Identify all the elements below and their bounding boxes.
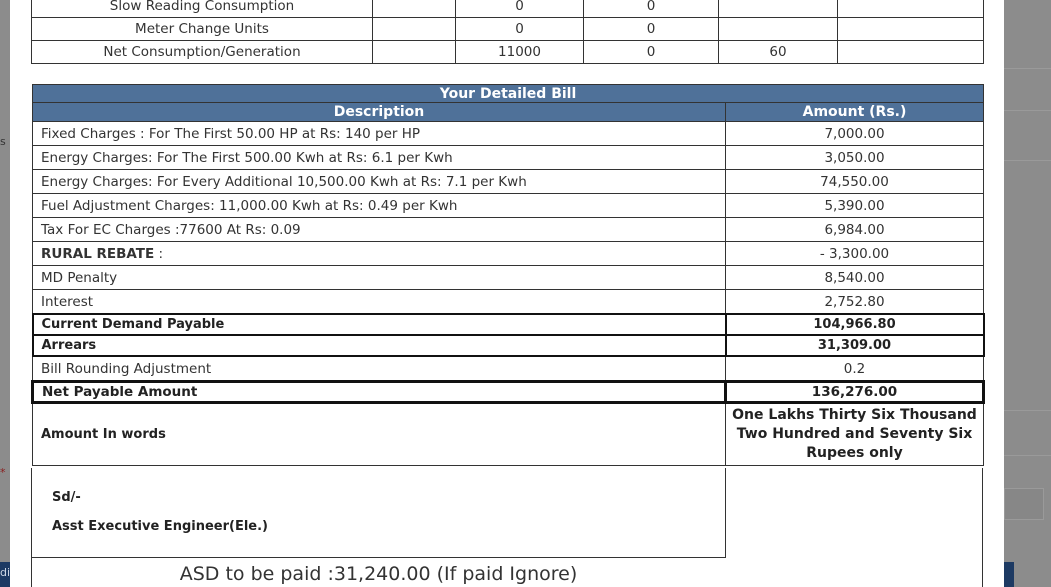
row-label: Meter Change Units [32, 18, 373, 41]
charge-description [33, 242, 726, 266]
cell [838, 18, 984, 41]
arrears-row [33, 335, 984, 356]
cell: 0 [584, 0, 719, 18]
arrears-label: Arrears [33, 335, 726, 356]
charge-amount: - 3,300.00 [726, 242, 984, 266]
charge-description: Fixed Charges : For The First 50.00 HP at Rs: 140 per HP [33, 122, 726, 146]
cell: 0 [456, 18, 584, 41]
table-row [33, 290, 984, 315]
table-row [33, 146, 984, 170]
charge-amount: 5,390.00 [726, 194, 984, 218]
bill-title: Your Detailed Bill [33, 85, 984, 103]
row-label: Slow Reading Consumption [32, 0, 373, 18]
background-divider [1004, 455, 1051, 456]
current-demand-label: Current Demand Payable [33, 314, 726, 335]
background-text-fragment: s [0, 135, 6, 148]
charge-description: Energy Charges: For Every Additional 10,500.00 Kwh at Rs: 7.1 per Kwh [33, 170, 726, 194]
charge-amount: 74,550.00 [726, 170, 984, 194]
background-input [1004, 488, 1044, 520]
background-divider [1004, 160, 1051, 161]
cell: 0 [584, 41, 719, 64]
consumption-table [31, 0, 984, 64]
background-button-text-fragment: di [0, 566, 11, 579]
arrears-amount: 31,309.00 [726, 335, 984, 356]
cell [838, 0, 984, 18]
bill-title-row [33, 85, 984, 103]
table-row [33, 170, 984, 194]
cell [373, 41, 456, 64]
required-marker: * [0, 466, 6, 479]
rounding-row [33, 356, 984, 382]
cell: 11000 [456, 41, 584, 64]
column-header-amount: Amount (Rs.) [726, 103, 984, 122]
column-header-description: Description [33, 103, 726, 122]
row-label: Net Consumption/Generation [32, 41, 373, 64]
charge-amount: 3,050.00 [726, 146, 984, 170]
charge-amount: 2,752.80 [726, 290, 984, 315]
cell: 0 [584, 18, 719, 41]
table-row [33, 266, 984, 290]
cell [373, 18, 456, 41]
net-payable-row [33, 382, 984, 403]
cell [719, 18, 838, 41]
rural-rebate-suffix: : [154, 245, 164, 262]
charge-amount: 7,000.00 [726, 122, 984, 146]
rural-rebate-label: RURAL REBATE [41, 245, 155, 262]
signature-side-cell [724, 468, 983, 587]
table-row [33, 242, 984, 266]
rounding-amount: 0.2 [726, 356, 984, 382]
cell: 60 [719, 41, 838, 64]
background-divider [1004, 410, 1051, 411]
charge-description: Energy Charges: For The First 500.00 Kwh at Rs: 6.1 per Kwh [33, 146, 726, 170]
rounding-label: Bill Rounding Adjustment [33, 356, 726, 382]
charge-description: MD Penalty [33, 266, 726, 290]
table-row [32, 18, 984, 41]
current-demand-amount: 104,966.80 [726, 314, 984, 335]
table-row [32, 41, 984, 64]
table-row [32, 0, 984, 18]
table-row [33, 194, 984, 218]
detailed-bill-table [31, 84, 985, 466]
net-payable-label: Net Payable Amount [33, 382, 726, 403]
asd-row [31, 557, 725, 587]
net-payable-amount: 136,276.00 [726, 382, 984, 403]
signed-mark: Sd/- [52, 490, 81, 505]
cell [373, 0, 456, 18]
charge-description: Interest [33, 290, 726, 315]
background-divider [1004, 110, 1051, 111]
cell [719, 0, 838, 18]
table-row [33, 122, 984, 146]
signature-block [31, 468, 726, 558]
table-row [33, 218, 984, 242]
bill-header-row [33, 103, 984, 122]
background-page-left [0, 0, 10, 587]
charge-description: Tax For EC Charges :77600 At Rs: 0.09 [33, 218, 726, 242]
amount-in-words-value: One Lakhs Thirty Six Thousand Two Hundred and Seventy Six Rupees only [726, 403, 984, 466]
cell: 0 [456, 0, 584, 18]
engineer-designation: Asst Executive Engineer(Ele.) [52, 519, 268, 534]
amount-in-words-label: Amount In words [33, 403, 726, 466]
amount-in-words-row [33, 403, 984, 466]
background-divider [1004, 68, 1051, 69]
cell [838, 41, 984, 64]
current-demand-row [33, 314, 984, 335]
charge-description: Fuel Adjustment Charges: 11,000.00 Kwh at Rs: 0.49 per Kwh [33, 194, 726, 218]
asd-note: ASD to be paid :31,240.00 (If paid Ignore) [179, 563, 578, 585]
charge-amount: 6,984.00 [726, 218, 984, 242]
charge-amount: 8,540.00 [726, 266, 984, 290]
background-button-fragment [1004, 562, 1014, 587]
bill-modal [10, 0, 1004, 587]
